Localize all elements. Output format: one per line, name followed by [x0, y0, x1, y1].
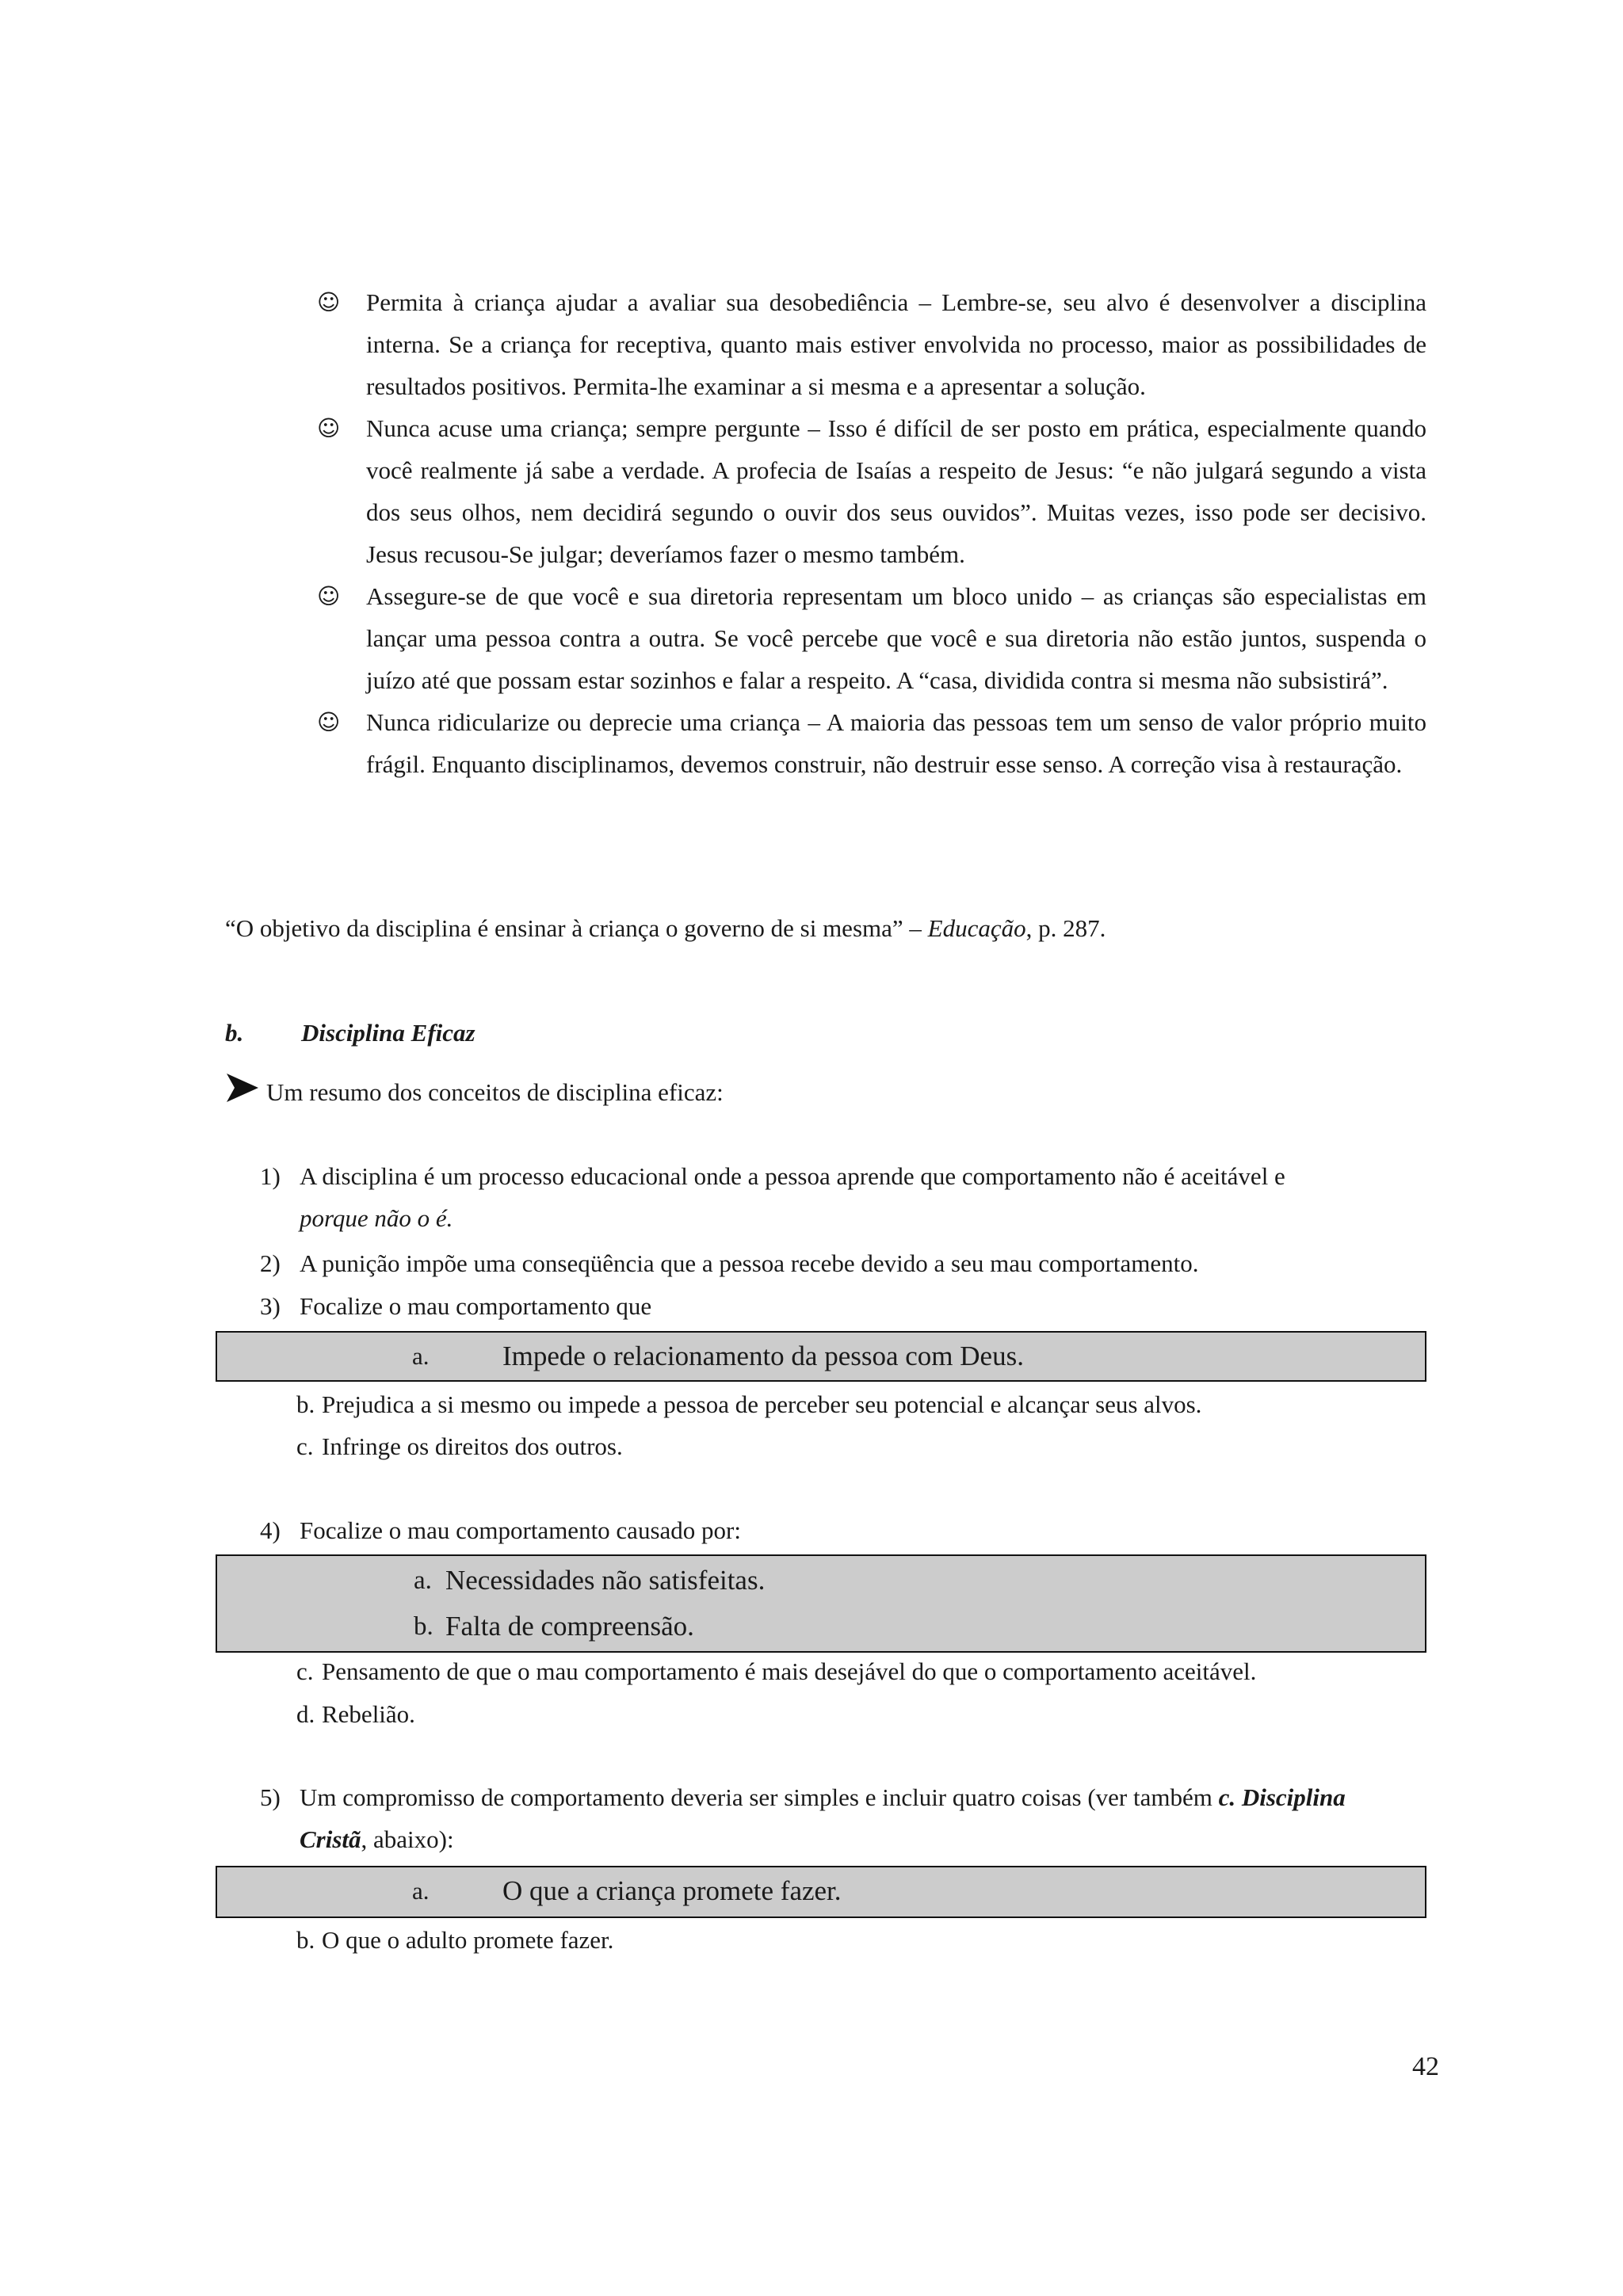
- list-item: [317, 575, 1426, 701]
- section-letter: b.: [225, 1019, 244, 1047]
- sub-text: Infringe os direitos dos outros.: [322, 1432, 623, 1460]
- item-text: Focalize o mau comportamento que: [300, 1292, 652, 1320]
- sub-item: [296, 1693, 1453, 1735]
- guideline-list: [317, 281, 1426, 785]
- numbered-item: [260, 1776, 1417, 1860]
- sub-letter: c.: [296, 1432, 314, 1460]
- sub-text: Necessidades não satisfeitas.: [445, 1565, 766, 1596]
- highlight-row: [217, 1604, 1425, 1650]
- highlight-box: [216, 1866, 1426, 1918]
- highlight-row: [217, 1558, 1425, 1604]
- sub-letter: d.: [296, 1700, 315, 1728]
- summary-text: Um resumo dos conceitos de disciplina eficaz:: [266, 1078, 724, 1106]
- item-number: 2): [260, 1249, 281, 1277]
- sub-text: Impede o relacionamento da pessoa com Deus.: [502, 1341, 1024, 1371]
- sub-text: O que a criança promete fazer.: [502, 1875, 842, 1906]
- item-text: A punição impõe uma conseqüência que a pessoa recebe devido a seu mau comportamento.: [300, 1249, 1199, 1277]
- item-text-after: , abaixo):: [361, 1825, 454, 1853]
- item-text-main: A disciplina é um processo educacional onde a pessoa aprende que comportamento não é aceitável e: [300, 1162, 1285, 1190]
- highlight-box: [216, 1554, 1426, 1653]
- arrow-bullet-icon: [225, 1072, 260, 1104]
- sub-letter: b.: [296, 1926, 315, 1954]
- sub-item: [296, 1425, 1453, 1467]
- sub-item: [296, 1919, 1453, 1961]
- list-item: [317, 407, 1426, 575]
- page-number: 42: [1412, 2052, 1439, 2081]
- list-item-text: Permita à criança ajudar a avaliar sua desobediência – Lembre-se, seu alvo é desenvolver a disciplina interna. Se a criança for receptiva, quanto mais estiver envolvida no processo, maior as possibilidades de resultados positivos. Permita-lhe examinar a si mesma e a apresentar a solução.: [366, 288, 1426, 400]
- item-text: [260, 1155, 1417, 1239]
- item-number: 4): [260, 1516, 281, 1544]
- sub-item: [296, 1383, 1453, 1425]
- quote-source: Educação: [927, 914, 1026, 942]
- numbered-item: [260, 1285, 1417, 1327]
- item-number: 3): [260, 1292, 281, 1320]
- smiley-icon: ☺: [317, 289, 341, 315]
- sub-letter: b.: [414, 1612, 433, 1641]
- quote-text: “O objetivo da disciplina é ensinar à criança o governo de si mesma” –: [225, 914, 928, 942]
- sub-text: O que o adulto promete fazer.: [322, 1926, 614, 1954]
- numbered-item: [260, 1155, 1417, 1239]
- sub-letter: a.: [412, 1877, 430, 1905]
- smiley-icon: ☺: [317, 709, 341, 735]
- quote-page: , p. 287.: [1025, 914, 1106, 942]
- highlight-box: [216, 1331, 1426, 1382]
- summary-line: [225, 1071, 724, 1113]
- sub-text: Falta de compreensão.: [445, 1611, 694, 1642]
- item-text-main: Um compromisso de comportamento deveria ser simples e incluir quatro coisas (ver também: [300, 1783, 1219, 1811]
- list-item: [317, 701, 1426, 785]
- item-number: 5): [260, 1783, 281, 1811]
- list-item-text: Assegure-se de que você e sua diretoria representam um bloco unido – as crianças são especialistas em lançar uma pessoa contra a outra. Se você percebe que você e sua diretoria não estão juntos, suspenda o juízo até que possam estar sozinhos e falar a respeito. A “casa, dividida contra si mesma não subsistirá”.: [366, 582, 1426, 694]
- list-item-text: Nunca acuse uma criança; sempre pergunte – Isso é difícil de ser posto em prática, especialmente quando você realmente já sabe a verdade. A profecia de Isaías a respeito de Jesus: “e não julgará segundo a vista dos seus olhos, nem decidirá segundo o ouvir dos seus ouvidos”. Muitas vezes, isso pode ser decisivo. Jesus recusou-Se julgar; deveríamos fazer o mesmo também.: [366, 414, 1426, 568]
- section-title: Disciplina Eficaz: [301, 1019, 475, 1047]
- sub-item: [296, 1650, 1453, 1692]
- sub-letter: b.: [296, 1390, 315, 1418]
- sub-text: Pensamento de que o mau comportamento é mais desejável do que o comportamento aceitável.: [322, 1657, 1257, 1685]
- smiley-icon: ☺: [317, 415, 341, 441]
- numbered-item: [260, 1242, 1417, 1284]
- smiley-icon: ☺: [317, 583, 341, 609]
- sub-letter: c.: [296, 1657, 314, 1685]
- highlight-row: [217, 1867, 1425, 1915]
- item-text: [260, 1776, 1417, 1860]
- quote: [225, 907, 1493, 949]
- list-item: [317, 281, 1426, 407]
- sub-text: Rebelião.: [322, 1700, 415, 1728]
- highlight-row: [217, 1333, 1425, 1380]
- item-text-italic: porque não o é.: [300, 1204, 453, 1232]
- sub-letter: a.: [414, 1566, 432, 1595]
- list-item-text: Nunca ridicularize ou deprecie uma criança – A maioria das pessoas tem um senso de valor próprio muito frágil. Enquanto disciplinamos, devemos construir, não destruir esse senso. A correção visa à restauração.: [366, 708, 1426, 778]
- item-text: Focalize o mau comportamento causado por:: [300, 1516, 741, 1544]
- section-heading: [225, 1012, 475, 1054]
- item-text-bold: c. Disciplina Cristã: [300, 1783, 1346, 1853]
- sub-letter: a.: [412, 1342, 430, 1370]
- numbered-item: [260, 1509, 1417, 1551]
- sub-text: Prejudica a si mesmo ou impede a pessoa de perceber seu potencial e alcançar seus alvos.: [322, 1390, 1202, 1418]
- item-number: 1): [260, 1162, 281, 1190]
